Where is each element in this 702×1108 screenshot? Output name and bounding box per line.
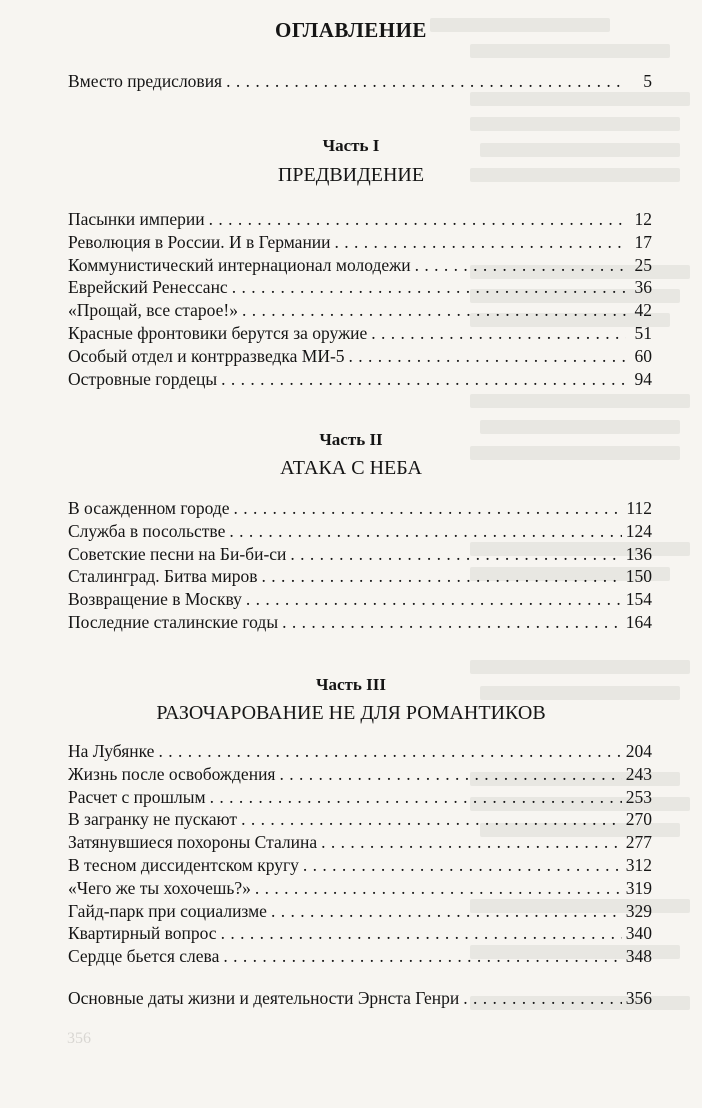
dot-leader (271, 900, 622, 923)
part-2-label: Часть II (319, 430, 383, 449)
toc-entry[interactable] (68, 763, 652, 786)
toc-entry-title: Вместо предисловия (68, 71, 223, 91)
toc-entry-title: В тесном диссидентском кругу (68, 854, 299, 875)
toc-part-3 (68, 740, 652, 968)
toc-entry-title: Гайд-парк при социализме (68, 900, 267, 921)
toc-entry-page: 124 (625, 520, 652, 541)
toc-entry-title: Сердце бьется слева (68, 946, 220, 967)
toc-entry[interactable] (68, 70, 652, 93)
toc-entry[interactable] (68, 520, 652, 543)
dot-leader (282, 611, 622, 634)
toc-entry-title: Советские песни на Би-би-си (68, 543, 287, 564)
dot-leader (209, 208, 626, 231)
toc-entry-page: 348 (625, 946, 652, 967)
dot-leader (226, 70, 626, 93)
page-title: ОГЛАВЛЕНИЕ (275, 18, 427, 42)
dot-leader (234, 497, 623, 520)
toc-entry-title: Жизнь после освобождения (68, 763, 276, 784)
toc-entry-title: Революция в России. И в Германии (68, 231, 331, 252)
toc-entry-page: 17 (634, 231, 652, 252)
dot-leader (371, 322, 626, 345)
toc-entry-title: Квартирный вопрос (68, 923, 217, 944)
toc-entry[interactable] (68, 786, 652, 809)
toc-entry-page: 340 (625, 923, 652, 944)
toc-entry-page: 319 (625, 877, 652, 898)
toc-entry[interactable] (68, 831, 652, 854)
toc-entry-page: 136 (625, 543, 652, 564)
toc-entry-title: Возвращение в Москву (68, 589, 242, 610)
toc-part-1 (68, 208, 652, 390)
toc-intro (68, 70, 652, 93)
part-2-title: АТАКА С НЕБА (280, 457, 422, 479)
toc-entry-title: «Чего же ты хохочешь?» (68, 877, 251, 898)
dot-leader (223, 945, 621, 968)
part-3-label: Часть III (316, 675, 386, 694)
toc-entry[interactable] (68, 945, 652, 968)
dot-leader (232, 276, 626, 299)
toc-entry-title: В загранку не пускают (68, 809, 238, 830)
toc-entry[interactable] (68, 254, 652, 277)
toc-entry[interactable] (68, 987, 652, 1010)
dot-leader (415, 254, 626, 277)
part-1-label: Часть I (322, 136, 380, 155)
toc-entry[interactable] (68, 611, 652, 634)
toc-entry-page: 164 (625, 611, 652, 632)
toc-entry-title: Еврейский Ренессанс (68, 277, 228, 298)
toc-entry-page: 51 (634, 322, 652, 343)
toc-entry[interactable] (68, 900, 652, 923)
dot-leader (158, 740, 621, 763)
dot-leader (321, 831, 622, 854)
dot-leader (463, 987, 621, 1010)
toc-entry-page: 150 (625, 566, 652, 587)
toc-entry-page: 329 (625, 900, 652, 921)
dot-leader (242, 299, 626, 322)
toc-entry-page: 60 (634, 345, 652, 366)
toc-entry-title: Расчет с прошлым (68, 786, 206, 807)
dot-leader (279, 763, 621, 786)
toc-entry-title: Пасынки империи (68, 209, 205, 229)
toc-entry-title: Основные даты жизни и деятельности Эрнста Генри (68, 988, 460, 1008)
toc-entry-title: Сталинград. Битва миров (68, 566, 258, 587)
toc-entry[interactable] (68, 276, 652, 299)
toc-entry-page: 312 (625, 854, 652, 875)
toc-entry-page: 42 (634, 300, 652, 321)
toc-entry-page: 154 (625, 589, 652, 610)
toc-entry-title: В осажденном городе (68, 498, 230, 518)
toc-entry-title: Затянувшиеся похороны Сталина (68, 832, 318, 853)
dot-leader (221, 922, 622, 945)
dot-leader (246, 588, 622, 611)
toc-entry-title: Коммунистический интернационал молодежи (68, 254, 411, 275)
dot-leader (210, 786, 622, 809)
dot-leader (290, 543, 621, 566)
dot-leader (349, 345, 626, 368)
toc-part-2 (68, 497, 652, 634)
toc-entry-title: Островные гордецы (68, 368, 218, 389)
toc-entry-page: 112 (626, 498, 652, 518)
toc-entry-title: Особый отдел и контрразведка МИ-5 (68, 345, 345, 366)
dot-leader (303, 854, 622, 877)
toc-entry[interactable] (68, 740, 652, 763)
toc-entry-page: 277 (625, 832, 652, 853)
toc-entry-page: 36 (634, 277, 652, 298)
toc-entry-page: 94 (634, 368, 652, 389)
dot-leader (261, 565, 621, 588)
dot-leader (221, 368, 626, 391)
toc-entry-title: Последние сталинские годы (68, 611, 279, 632)
toc-entry[interactable] (68, 808, 652, 831)
toc-entry-page: 253 (625, 786, 652, 807)
part-3-title: РАЗОЧАРОВАНИЕ НЕ ДЛЯ РОМАНТИКОВ (156, 702, 546, 724)
show-through-texture: 356 (0, 0, 702, 1108)
toc-entry[interactable] (68, 922, 652, 945)
toc-entry[interactable] (68, 565, 652, 588)
toc-entry-page: 356 (625, 988, 652, 1008)
dot-leader (241, 808, 622, 831)
toc-entry-page: 204 (625, 741, 652, 761)
toc-entry-title: Служба в посольстве (68, 520, 226, 541)
toc-entry-page: 5 (643, 71, 652, 91)
toc-entry[interactable] (68, 208, 652, 231)
toc-entry-title: «Прощай, все старое!» (68, 300, 238, 321)
toc-entry[interactable] (68, 368, 652, 391)
toc-entry-page: 12 (634, 209, 652, 229)
toc-entry[interactable] (68, 588, 652, 611)
dot-leader (335, 231, 626, 254)
toc-entry[interactable] (68, 299, 652, 322)
toc-entry-page: 243 (625, 763, 652, 784)
toc-entry[interactable] (68, 854, 652, 877)
toc-entry[interactable] (68, 877, 652, 900)
toc-entry[interactable] (68, 497, 652, 520)
toc-entry-title: Красные фронтовики берутся за оружие (68, 322, 368, 343)
toc-entry[interactable] (68, 322, 652, 345)
toc-final (68, 987, 652, 1010)
dot-leader (255, 877, 622, 900)
toc-entry-page: 25 (634, 254, 652, 275)
toc-entry-title: На Лубянке (68, 741, 155, 761)
part-1-title: ПРЕДВИДЕНИЕ (277, 164, 425, 186)
toc-entry[interactable] (68, 345, 652, 368)
toc-entry-page: 270 (625, 809, 652, 830)
toc-entry[interactable] (68, 543, 652, 566)
dot-leader (229, 520, 621, 543)
toc-entry[interactable] (68, 231, 652, 254)
